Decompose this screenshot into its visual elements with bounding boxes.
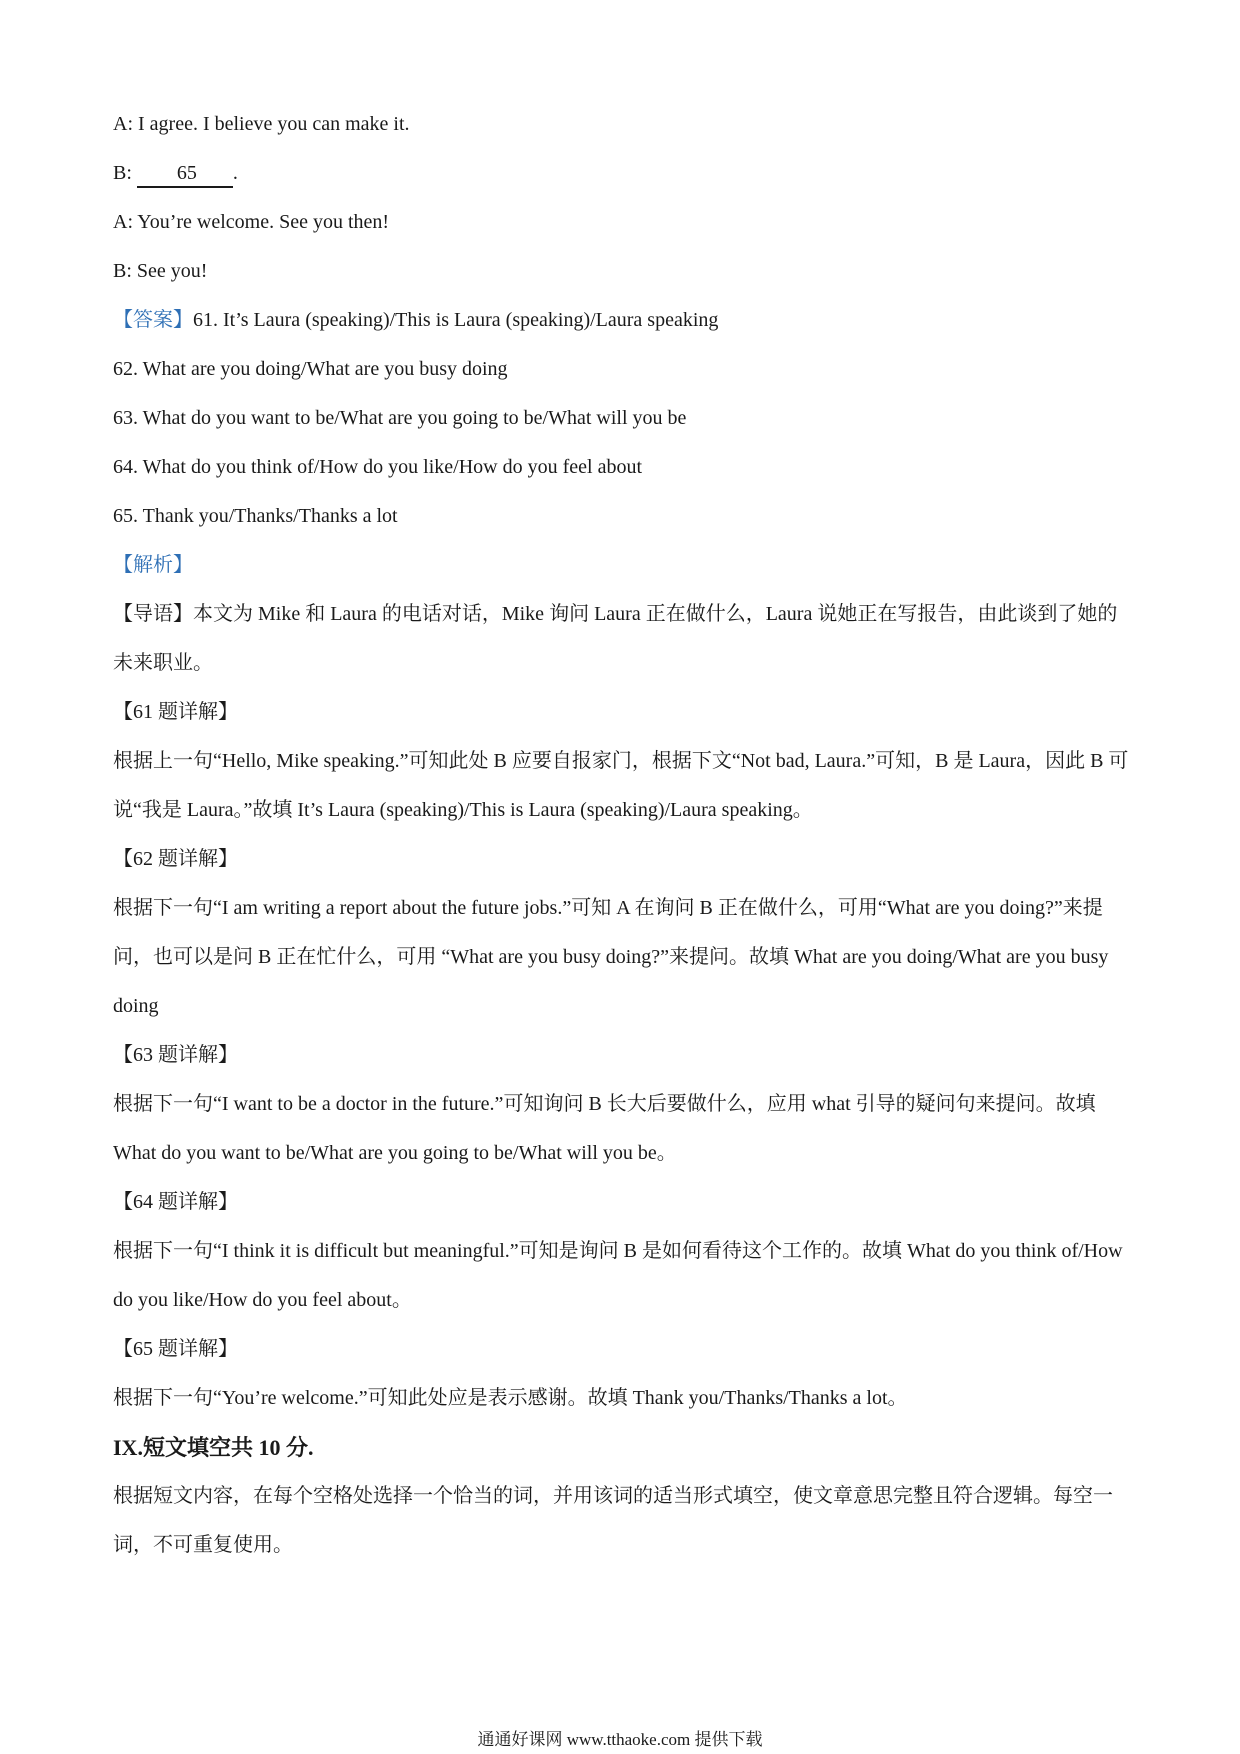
blank-punctuation: . bbox=[232, 162, 238, 184]
answer-line-65: 65. Thank you/Thanks/Thanks a lot bbox=[113, 505, 398, 527]
analysis-intro: 【导语】本文为 Mike 和 Laura 的电话对话，Mike 询问 Laura 正在做什么，Laura 说她正在写报告，由此谈到了她的未来职业。 bbox=[113, 603, 1118, 674]
analysis-tag: 【解析】 bbox=[113, 554, 193, 576]
dialogue-line-3 bbox=[113, 198, 1133, 247]
document-page bbox=[113, 100, 1133, 1570]
speaker-label: B: bbox=[113, 162, 132, 184]
detail-text-64: 根据下一句“I think it is difficult but meaningful.”可知是询问 B 是如何看待这个工作的。故填 What do you think of/How do you like/How do you feel about。 bbox=[113, 1240, 1123, 1311]
section-heading: IX.短文填空共 10 分. bbox=[113, 1435, 314, 1460]
answer-61: 61. It’s Laura (speaking)/This is Laura (speaking)/Laura speaking bbox=[193, 309, 719, 331]
detail-heading-61: 【61 题详解】 bbox=[113, 701, 238, 723]
speaker-label: B: bbox=[113, 260, 132, 282]
detail-text-65: 根据下一句“You’re welcome.”可知此处应是表示感谢。故填 Thank you/Thanks/Thanks a lot。 bbox=[113, 1387, 908, 1409]
dialogue-line-4 bbox=[113, 247, 1133, 296]
dialogue-line-1 bbox=[113, 100, 1133, 149]
answer-tag: 【答案】 bbox=[113, 309, 193, 331]
detail-heading-64: 【64 题详解】 bbox=[113, 1191, 238, 1213]
detail-heading-65: 【65 题详解】 bbox=[113, 1338, 238, 1360]
speaker-label: A: bbox=[113, 211, 133, 233]
detail-text-61: 根据上一句“Hello, Mike speaking.”可知此处 B 应要自报家门，根据下文“Not bad, Laura.”可知，B 是 Laura，因此 B 可说“我是 Laura。”故填 It’s Laura (speaking)/This is Laura (speaking)/Laura speaking。 bbox=[113, 750, 1129, 821]
answer-line-63: 63. What do you want to be/What are you going to be/What will you be bbox=[113, 407, 687, 429]
answer-line-62: 62. What are you doing/What are you busy doing bbox=[113, 358, 508, 380]
answer-line-64: 64. What do you think of/How do you like/How do you feel about bbox=[113, 456, 643, 478]
page-footer: 通通好课网 www.tthaoke.com 提供下载 bbox=[477, 1730, 763, 1749]
dialogue-text: I agree. I believe you can make it. bbox=[138, 113, 410, 135]
dialogue-text: See you! bbox=[136, 260, 208, 282]
answer-line-61 bbox=[113, 296, 1133, 345]
detail-text-62: 根据下一句“I am writing a report about the future jobs.”可知 A 在询问 B 正在做什么，可用“What are you doing?”来提问，也可以是问 B 正在忙什么，可用 “What are you busy doing?”来提问。故填 What are you doing/What are you busy doing bbox=[113, 897, 1109, 1017]
section-instructions: 根据短文内容，在每个空格处选择一个恰当的词，并用该词的适当形式填空，使文章意思完整且符合逻辑。每空一词，不可重复使用。 bbox=[113, 1485, 1113, 1556]
detail-heading-62: 【62 题详解】 bbox=[113, 848, 238, 870]
answer-blank-65: 65 bbox=[137, 160, 233, 188]
dialogue-text: You’re welcome. See you then! bbox=[137, 211, 390, 233]
detail-text-63: 根据下一句“I want to be a doctor in the future.”可知询问 B 长大后要做什么，应用 what 引导的疑问句来提问。故填 What do you want to be/What are you going to be/What will you be。 bbox=[113, 1093, 1096, 1164]
speaker-label: A: bbox=[113, 113, 133, 135]
dialogue-line-2 bbox=[113, 149, 1133, 198]
detail-heading-63: 【63 题详解】 bbox=[113, 1044, 238, 1066]
